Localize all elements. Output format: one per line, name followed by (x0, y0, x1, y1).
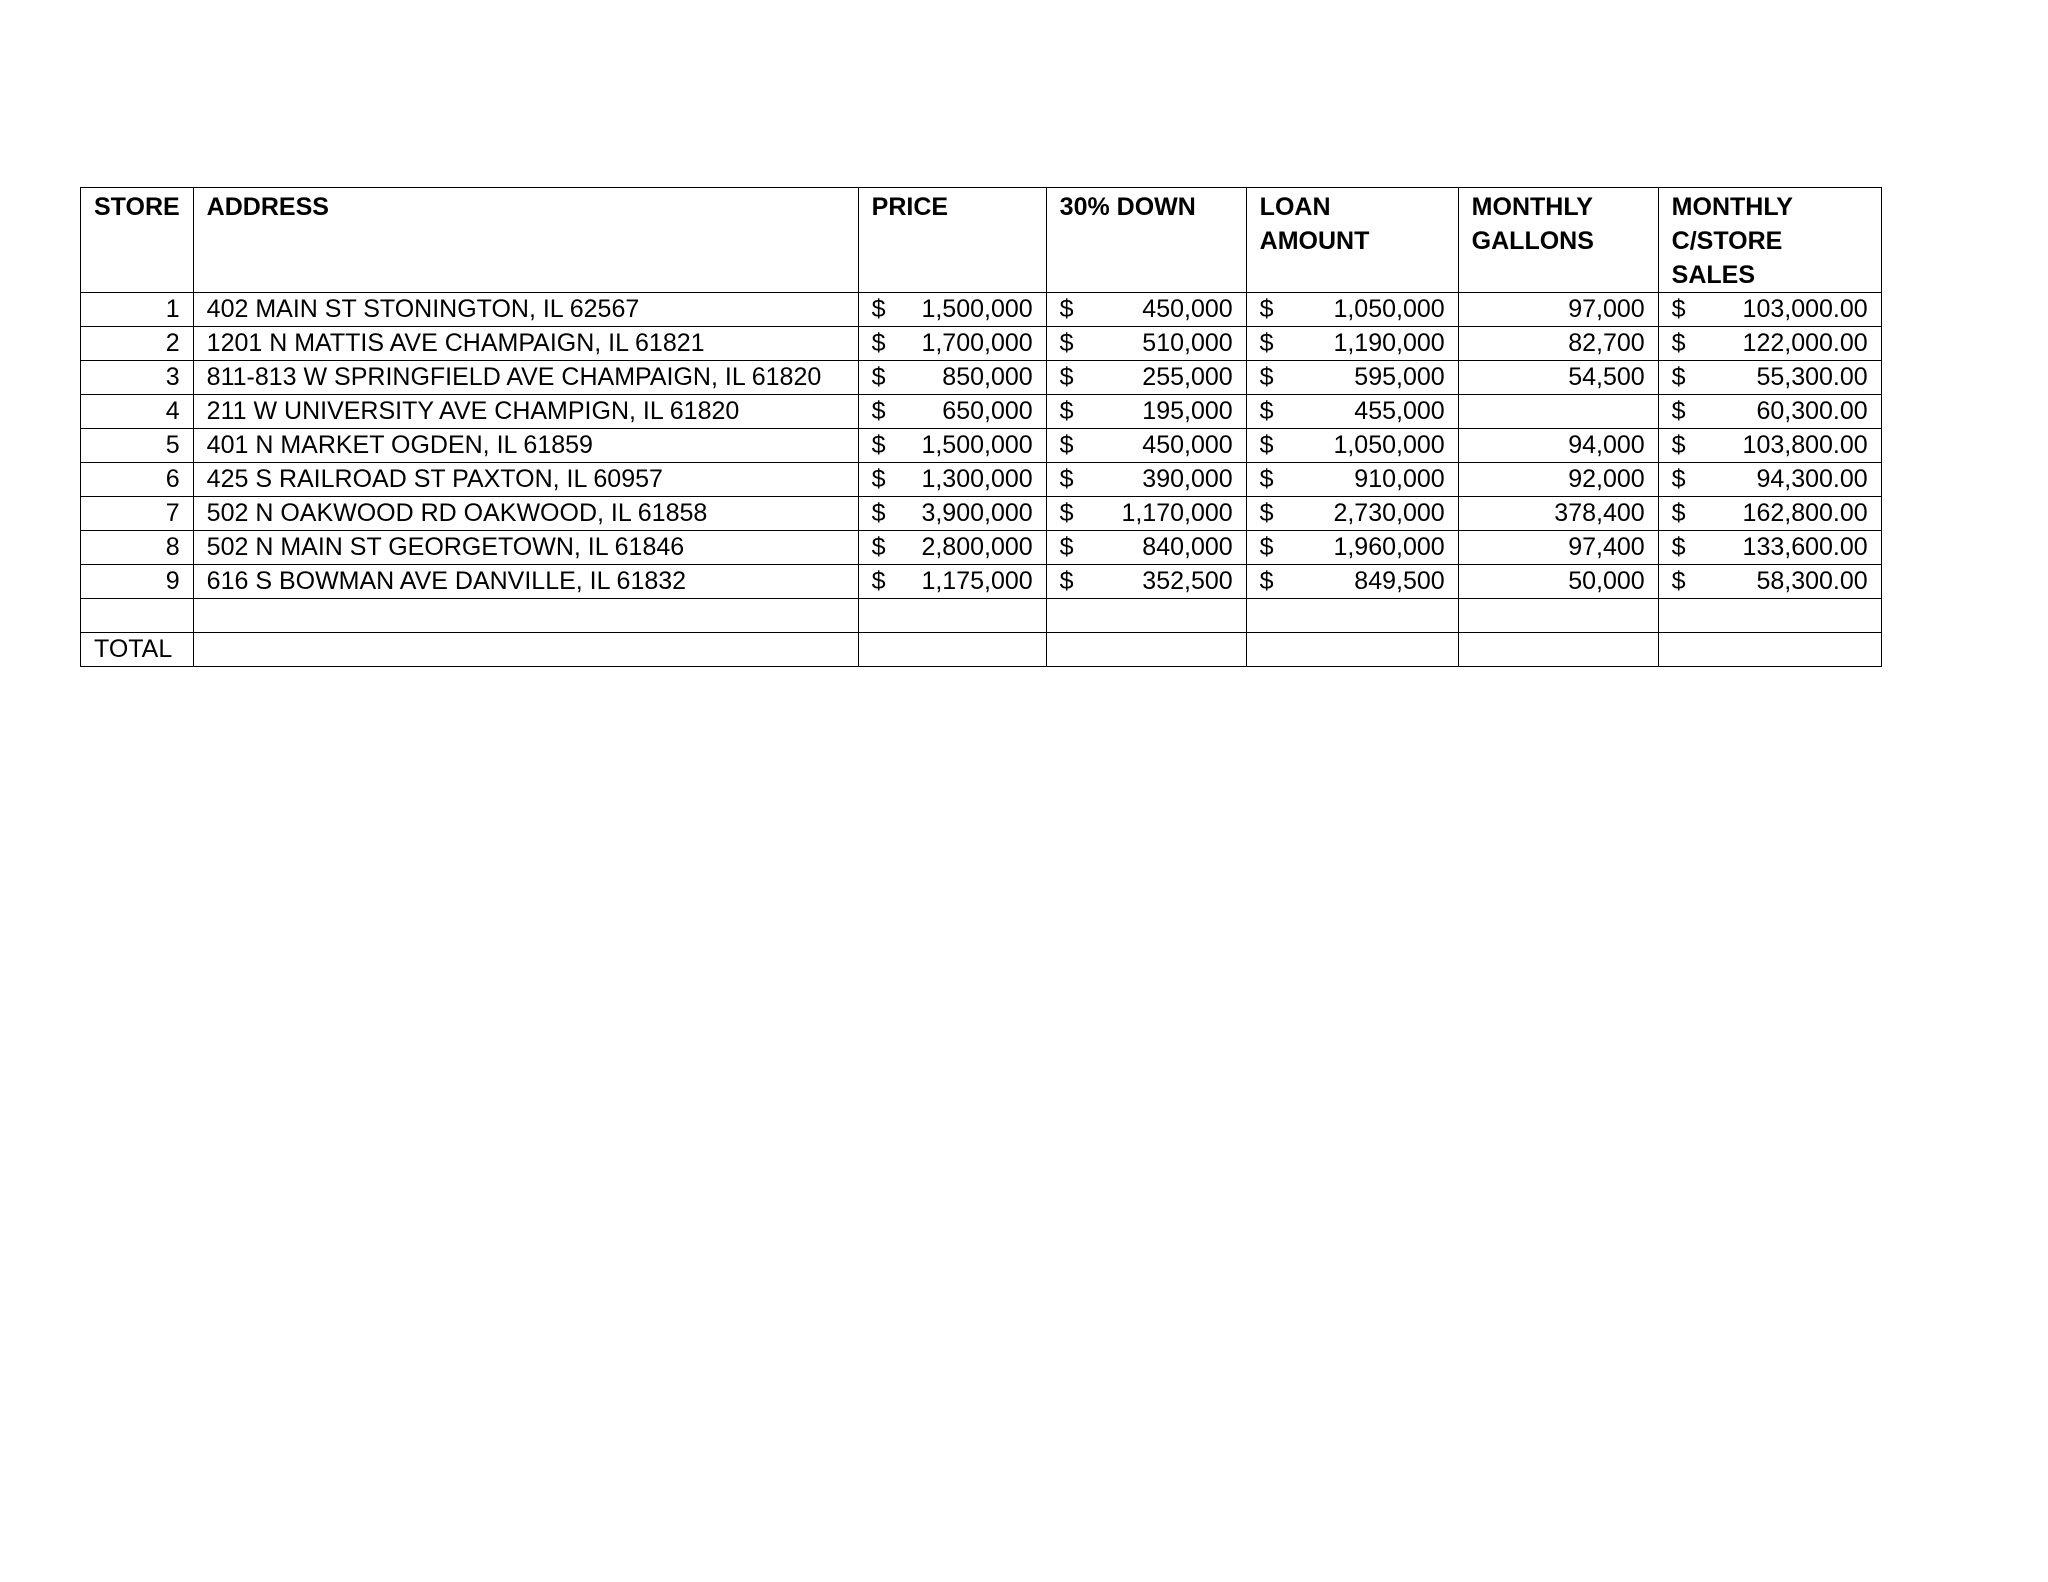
amount: 840,000 (1142, 533, 1233, 561)
amount: 390,000 (1142, 465, 1233, 493)
money-value (1260, 463, 1445, 496)
monthly-gallons: 82,700 (1458, 327, 1658, 361)
currency-symbol: $ (1671, 295, 1686, 323)
money-value (1672, 429, 1868, 462)
amount: 2,730,000 (1333, 499, 1445, 527)
currency-symbol: $ (871, 295, 886, 323)
amount: 1,050,000 (1333, 295, 1445, 323)
total-sales-cell (1658, 633, 1881, 667)
total-loan-cell (1246, 633, 1458, 667)
money-value (872, 327, 1033, 360)
amount: 450,000 (1142, 431, 1233, 459)
currency-symbol: $ (1059, 295, 1074, 323)
total-row (81, 633, 1882, 667)
money-value (1672, 531, 1868, 564)
money-value (1260, 497, 1445, 530)
price-cell (858, 429, 1046, 463)
money-value (1260, 395, 1445, 428)
money-value (1672, 395, 1868, 428)
amount: 103,800.00 (1742, 431, 1868, 459)
amount: 58,300.00 (1756, 567, 1868, 595)
currency-symbol: $ (1259, 431, 1274, 459)
money-value (1260, 361, 1445, 394)
money-value (872, 565, 1033, 598)
amount: 455,000 (1354, 397, 1445, 425)
price-cell (858, 565, 1046, 599)
store-number: 1 (81, 293, 194, 327)
header-sales-line2: C/STORE SALES (1671, 227, 1783, 289)
price-cell (858, 463, 1046, 497)
loan-amount-cell (1246, 429, 1458, 463)
currency-symbol: $ (1259, 567, 1274, 595)
amount: 133,600.00 (1742, 533, 1868, 561)
loan-amount-cell (1246, 531, 1458, 565)
price-cell (858, 395, 1046, 429)
store-address: 211 W UNIVERSITY AVE CHAMPIGN, IL 61820 (193, 395, 858, 429)
monthly-sales-cell (1658, 429, 1881, 463)
amount: 1,175,000 (921, 567, 1033, 595)
amount: 1,170,000 (1121, 499, 1233, 527)
monthly-gallons: 94,000 (1458, 429, 1658, 463)
currency-symbol: $ (1059, 431, 1074, 459)
monthly-sales-cell (1658, 361, 1881, 395)
money-value (1060, 565, 1233, 598)
amount: 1,500,000 (921, 431, 1033, 459)
currency-symbol: $ (1059, 465, 1074, 493)
currency-symbol: $ (871, 465, 886, 493)
amount: 595,000 (1354, 363, 1445, 391)
money-value (1060, 497, 1233, 530)
money-value (1260, 531, 1445, 564)
store-number: 6 (81, 463, 194, 497)
monthly-gallons (1458, 395, 1658, 429)
monthly-gallons: 97,000 (1458, 293, 1658, 327)
currency-symbol: $ (1059, 329, 1074, 357)
money-value (1060, 429, 1233, 462)
price-cell (858, 293, 1046, 327)
amount: 450,000 (1142, 295, 1233, 323)
table-row (81, 395, 1882, 429)
table-row (81, 327, 1882, 361)
store-number: 3 (81, 361, 194, 395)
header-address: ADDRESS (193, 188, 858, 293)
monthly-gallons: 97,400 (1458, 531, 1658, 565)
currency-symbol: $ (1259, 363, 1274, 391)
currency-symbol: $ (1671, 431, 1686, 459)
money-value (1260, 565, 1445, 598)
amount: 60,300.00 (1756, 397, 1868, 425)
table-row (81, 497, 1882, 531)
header-row (81, 188, 1882, 293)
money-value (872, 429, 1033, 462)
down-payment-cell (1046, 395, 1246, 429)
table-cell (1046, 599, 1246, 633)
amount: 162,800.00 (1742, 499, 1868, 527)
monthly-sales-cell (1658, 531, 1881, 565)
store-number: 9 (81, 565, 194, 599)
money-value (1672, 463, 1868, 496)
currency-symbol: $ (1059, 567, 1074, 595)
loan-amount-cell (1246, 293, 1458, 327)
monthly-sales-cell (1658, 293, 1881, 327)
table-cell (1458, 599, 1658, 633)
store-address: 616 S BOWMAN AVE DANVILLE, IL 61832 (193, 565, 858, 599)
store-address: 425 S RAILROAD ST PAXTON, IL 60957 (193, 463, 858, 497)
price-cell (858, 327, 1046, 361)
currency-symbol: $ (871, 567, 886, 595)
money-value (1060, 463, 1233, 496)
store-address: 402 MAIN ST STONINGTON, IL 62567 (193, 293, 858, 327)
table-row (81, 565, 1882, 599)
amount: 650,000 (942, 397, 1033, 425)
monthly-gallons: 54,500 (1458, 361, 1658, 395)
header-sales-line1: MONTHLY (1671, 193, 1793, 221)
currency-symbol: $ (1259, 295, 1274, 323)
total-price-cell (858, 633, 1046, 667)
monthly-gallons: 50,000 (1458, 565, 1658, 599)
money-value (872, 531, 1033, 564)
store-address: 1201 N MATTIS AVE CHAMPAIGN, IL 61821 (193, 327, 858, 361)
amount: 103,000.00 (1742, 295, 1868, 323)
money-value (1672, 361, 1868, 394)
money-value (1672, 565, 1868, 598)
amount: 352,500 (1142, 567, 1233, 595)
currency-symbol: $ (1059, 363, 1074, 391)
table-cell (193, 599, 858, 633)
total-gallons-cell (1458, 633, 1658, 667)
currency-symbol: $ (1259, 465, 1274, 493)
money-value (1672, 293, 1868, 326)
money-value (872, 395, 1033, 428)
store-number: 4 (81, 395, 194, 429)
amount: 1,050,000 (1333, 431, 1445, 459)
money-value (1260, 293, 1445, 326)
store-address: 811-813 W SPRINGFIELD AVE CHAMPAIGN, IL 61820 (193, 361, 858, 395)
currency-symbol: $ (871, 329, 886, 357)
table-row (81, 361, 1882, 395)
table-row (81, 531, 1882, 565)
currency-symbol: $ (1671, 567, 1686, 595)
amount: 2,800,000 (921, 533, 1033, 561)
money-value (872, 361, 1033, 394)
amount: 1,300,000 (921, 465, 1033, 493)
table-row (81, 463, 1882, 497)
money-value (872, 463, 1033, 496)
header-price: PRICE (858, 188, 1046, 293)
currency-symbol: $ (1059, 499, 1074, 527)
currency-symbol: $ (1059, 397, 1074, 425)
header-monthly-sales (1658, 188, 1881, 293)
amount: 510,000 (1142, 329, 1233, 357)
monthly-sales-cell (1658, 327, 1881, 361)
amount: 122,000.00 (1742, 329, 1868, 357)
store-number: 2 (81, 327, 194, 361)
header-store: STORE (81, 188, 194, 293)
loan-amount-cell (1246, 497, 1458, 531)
amount: 195,000 (1142, 397, 1233, 425)
loan-amount-cell (1246, 565, 1458, 599)
store-table (80, 187, 1882, 667)
currency-symbol: $ (1671, 363, 1686, 391)
amount: 255,000 (1142, 363, 1233, 391)
header-down-payment: 30% DOWN (1046, 188, 1246, 293)
table-cell (1658, 599, 1881, 633)
header-loan-amount (1246, 188, 1458, 293)
store-address: 502 N MAIN ST GEORGETOWN, IL 61846 (193, 531, 858, 565)
store-address: 502 N OAKWOOD RD OAKWOOD, IL 61858 (193, 497, 858, 531)
monthly-sales-cell (1658, 497, 1881, 531)
money-value (1060, 361, 1233, 394)
money-value (1260, 327, 1445, 360)
down-payment-cell (1046, 327, 1246, 361)
amount: 94,300.00 (1756, 465, 1868, 493)
store-number: 7 (81, 497, 194, 531)
currency-symbol: $ (1671, 533, 1686, 561)
amount: 1,700,000 (921, 329, 1033, 357)
down-payment-cell (1046, 429, 1246, 463)
loan-amount-cell (1246, 327, 1458, 361)
loan-amount-cell (1246, 463, 1458, 497)
currency-symbol: $ (871, 363, 886, 391)
amount: 3,900,000 (921, 499, 1033, 527)
down-payment-cell (1046, 293, 1246, 327)
header-gallons-line2: GALLONS (1471, 227, 1594, 255)
down-payment-cell (1046, 463, 1246, 497)
store-number: 5 (81, 429, 194, 463)
header-gallons-line1: MONTHLY (1471, 193, 1593, 221)
store-number: 8 (81, 531, 194, 565)
currency-symbol: $ (1671, 329, 1686, 357)
total-down-cell (1046, 633, 1246, 667)
table-row (81, 293, 1882, 327)
table-cell (858, 599, 1046, 633)
price-cell (858, 361, 1046, 395)
currency-symbol: $ (1259, 499, 1274, 527)
table-cell (81, 599, 194, 633)
blank-row (81, 599, 1882, 633)
loan-amount-cell (1246, 361, 1458, 395)
currency-symbol: $ (871, 533, 886, 561)
price-cell (858, 497, 1046, 531)
money-value (872, 497, 1033, 530)
currency-symbol: $ (1059, 533, 1074, 561)
amount: 55,300.00 (1756, 363, 1868, 391)
down-payment-cell (1046, 531, 1246, 565)
money-value (1060, 395, 1233, 428)
monthly-sales-cell (1658, 395, 1881, 429)
currency-symbol: $ (871, 499, 886, 527)
currency-symbol: $ (871, 431, 886, 459)
money-value (1060, 327, 1233, 360)
amount: 849,500 (1354, 567, 1445, 595)
down-payment-cell (1046, 565, 1246, 599)
header-loan-line2: AMOUNT (1259, 227, 1370, 255)
money-value (872, 293, 1033, 326)
loan-amount-cell (1246, 395, 1458, 429)
header-monthly-gallons (1458, 188, 1658, 293)
down-payment-cell (1046, 497, 1246, 531)
currency-symbol: $ (871, 397, 886, 425)
monthly-sales-cell (1658, 463, 1881, 497)
currency-symbol: $ (1671, 465, 1686, 493)
money-value (1260, 429, 1445, 462)
currency-symbol: $ (1259, 329, 1274, 357)
money-value (1060, 293, 1233, 326)
total-address-cell (193, 633, 858, 667)
amount: 1,500,000 (921, 295, 1033, 323)
currency-symbol: $ (1671, 499, 1686, 527)
currency-symbol: $ (1671, 397, 1686, 425)
table-body (81, 293, 1882, 599)
amount: 910,000 (1354, 465, 1445, 493)
amount: 850,000 (942, 363, 1033, 391)
table-row (81, 429, 1882, 463)
total-label: TOTAL (81, 633, 194, 667)
monthly-sales-cell (1658, 565, 1881, 599)
amount: 1,190,000 (1333, 329, 1445, 357)
table-cell (1246, 599, 1458, 633)
store-address: 401 N MARKET OGDEN, IL 61859 (193, 429, 858, 463)
price-cell (858, 531, 1046, 565)
monthly-gallons: 92,000 (1458, 463, 1658, 497)
amount: 1,960,000 (1333, 533, 1445, 561)
currency-symbol: $ (1259, 533, 1274, 561)
monthly-gallons: 378,400 (1458, 497, 1658, 531)
currency-symbol: $ (1259, 397, 1274, 425)
down-payment-cell (1046, 361, 1246, 395)
money-value (1672, 497, 1868, 530)
header-loan-line1: LOAN (1259, 193, 1331, 221)
money-value (1672, 327, 1868, 360)
money-value (1060, 531, 1233, 564)
